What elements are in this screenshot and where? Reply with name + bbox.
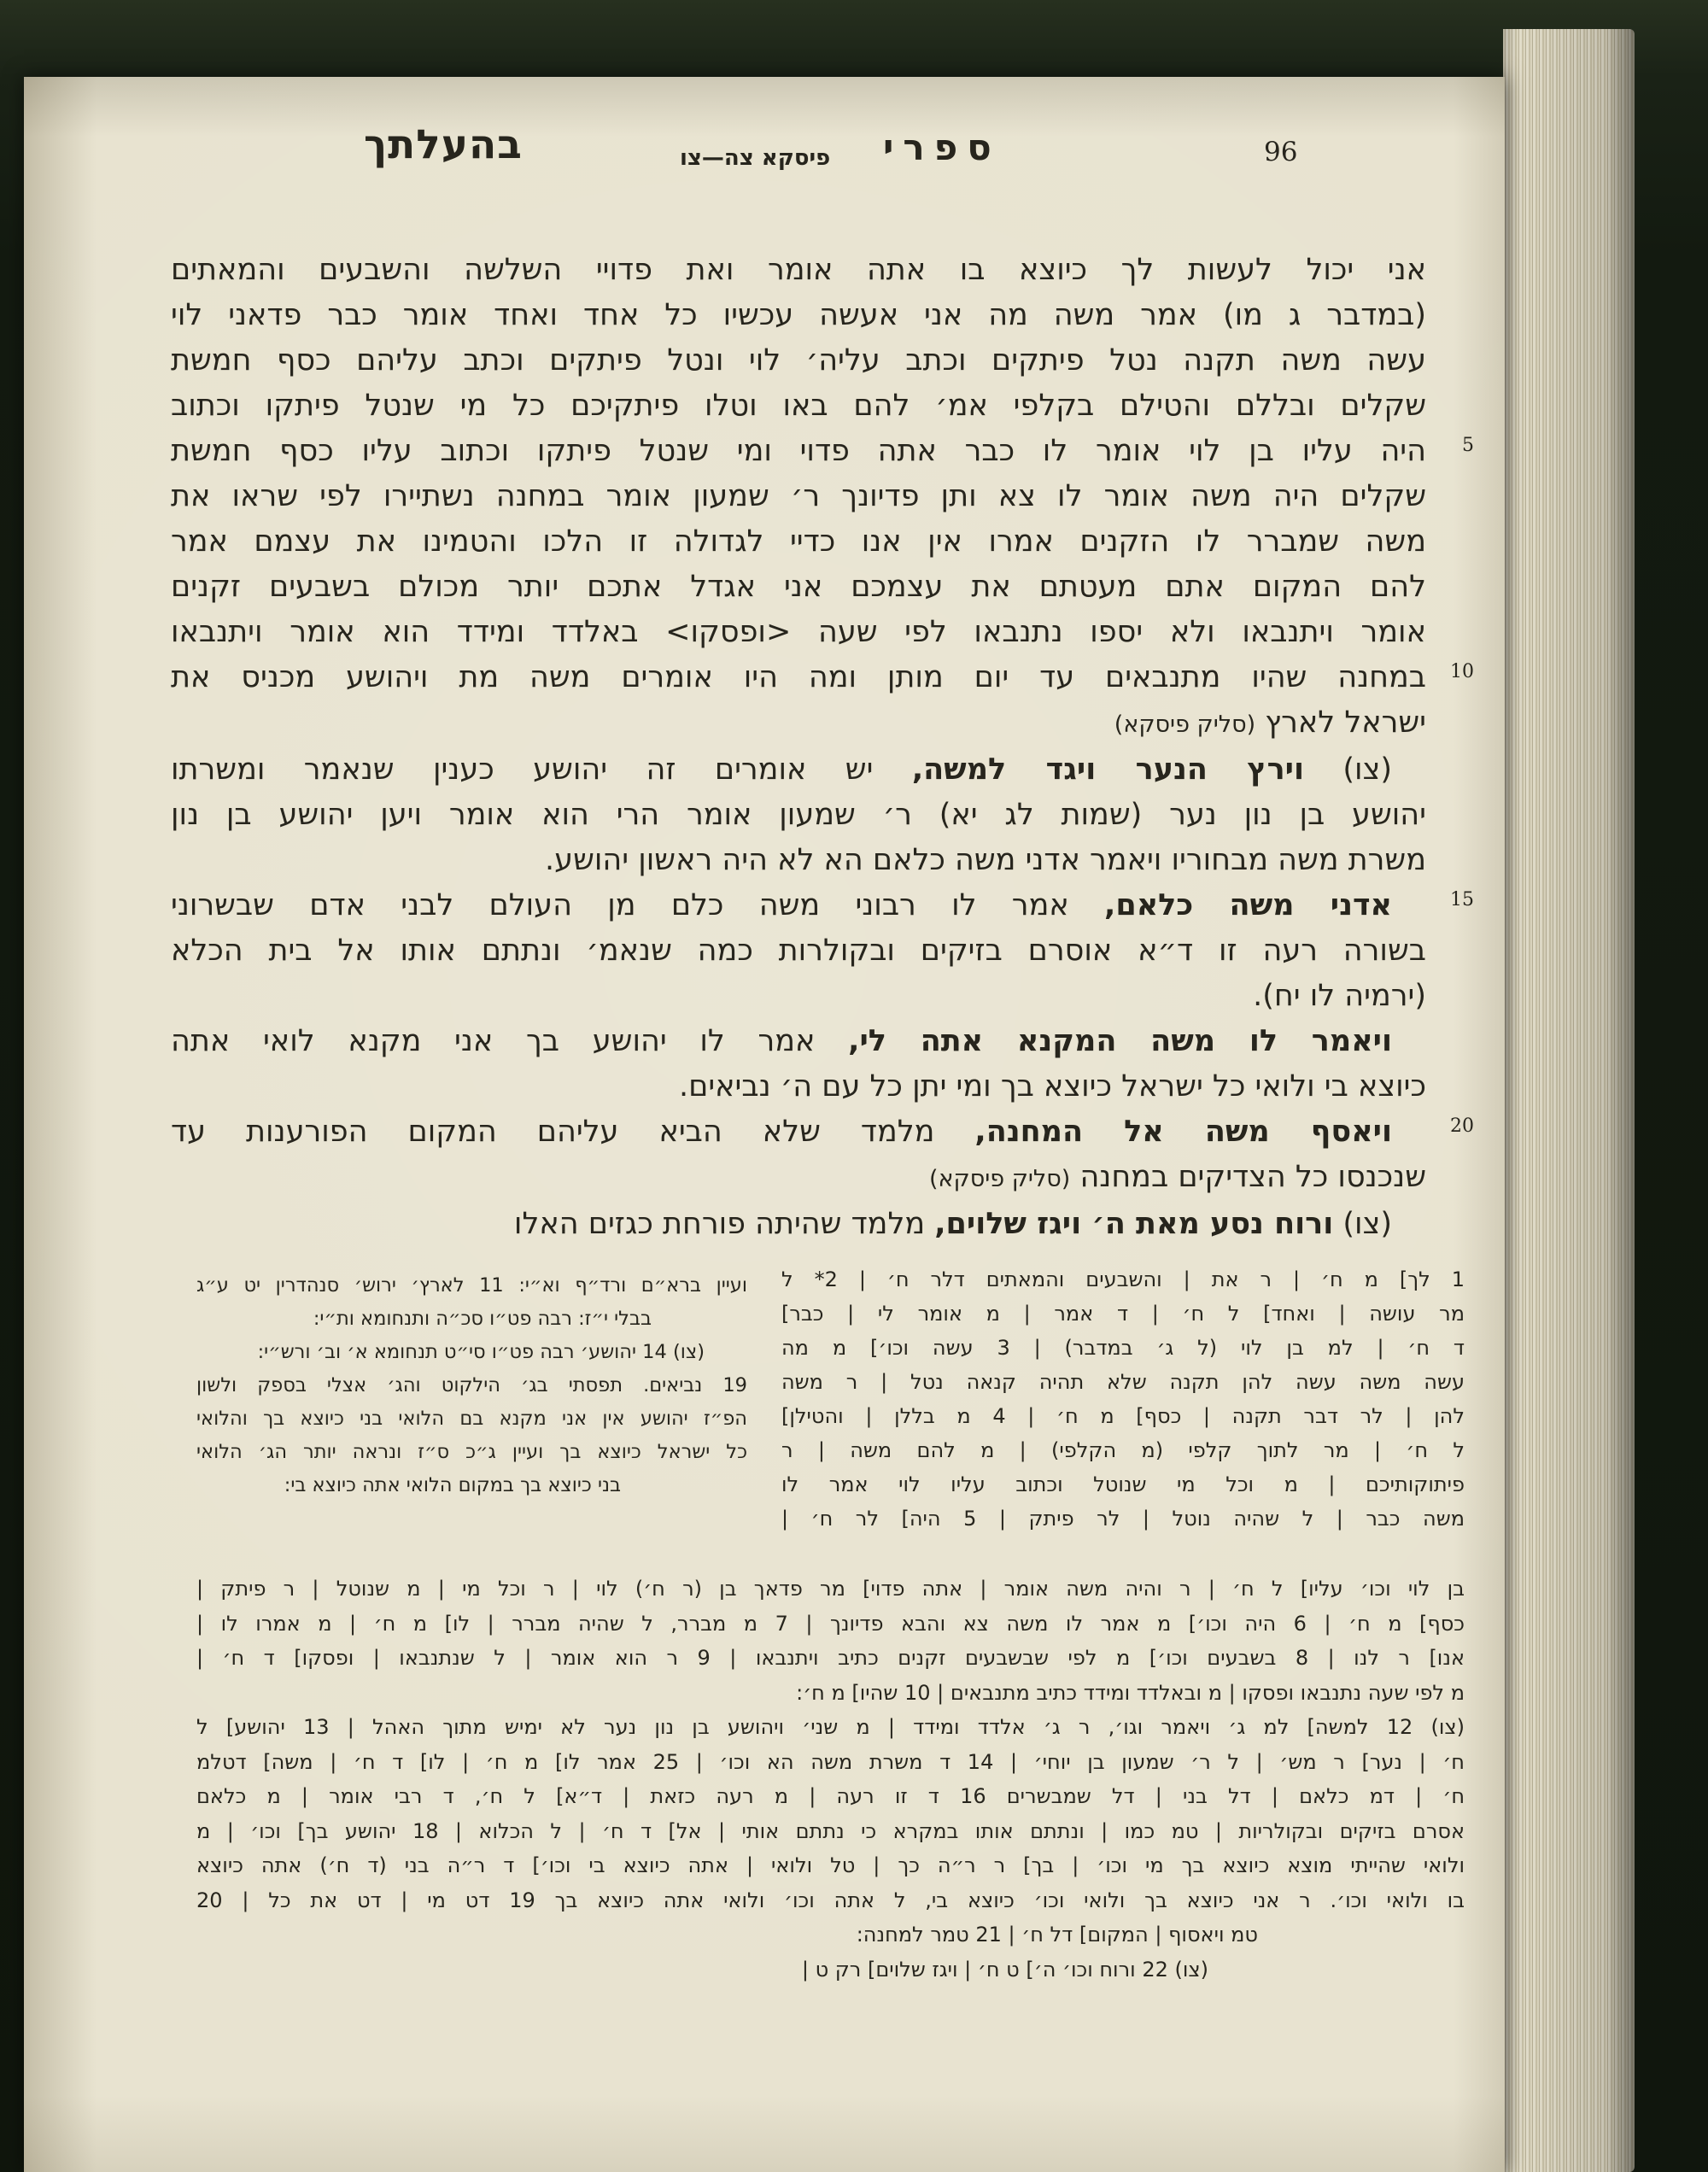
text-segment: משרת משה מבחוריו ויאמר אדני משה כלאם הא לא היה ראשון יהושע. [545,843,1426,877]
text-line [171,293,1426,338]
text-segment: במחנה שהיו מתנבאים עד יום מותן ומה היו אומרים משה מת ויהושע מכניס את [171,660,1426,694]
apparatus-line: מר עושה | ואחד] ל ח׳ | ד אמר | מ אומר לי | כבר] [781,1302,1465,1326]
apparatus-line: להן | לר דבר תקנה | כסף] מ ח׳ | 4 מ בללן | והטילן] [781,1404,1465,1428]
text-segment: משה שמברר לו הזקנים אמרו אין אנו כדיי לגדולה זו הלכו והטמינו את עצמם אמר [171,524,1426,559]
dibbur-hamatchil: ויאסף משה אל המחנה, [974,1115,1393,1149]
text-line [171,838,1426,883]
dibbur-hamatchil: וירץ הנער ויגד למשה, [911,752,1304,787]
apparatus-line: בבלי י״ז: רבה פט״ו סכ״ה ותנחומא ות״י: [313,1308,652,1330]
text-line [171,519,1426,565]
text-segment: (צו) [1333,1207,1392,1241]
text-line [171,928,1426,974]
margin-line-number: 5 [1462,435,1474,456]
margin-line-number: 20 [1450,1115,1474,1137]
apparatus-full-width [196,1572,1465,1987]
apparatus-line: כסף] מ ח׳ | 6 היה וכו׳] מ אמר לו משה צא והבא פדיונך | 7 מ מברר, ל שהיה מברר | לו] מ ח׳ | מ אמרו לו | [196,1611,1465,1636]
text-line [171,248,1426,293]
apparatus-line: ועיין ברא״ם ורד״ף וא״י: 11 לארץ׳ ירוש׳ סנהדרין יט ע״ג [196,1274,747,1297]
piska-end-note: (סליק פיסקא) [928,1166,1071,1192]
text-line [171,1155,1426,1202]
apparatus-line: 19 נביאים. תפסתי בג׳ הילקוט והג׳ אצלי בספק ולשון [196,1374,747,1396]
apparatus-line: בו ולואי וכו׳. ר אני כיוצא בך ולואי וכו׳ כיוצא בי, ל אתה וכו׳ ולואי אתה כיוצא בך 19 דט מי | דט את כל | 20 [196,1888,1465,1912]
text-segment: יש אומרים זה יהושע כענין שנאמר ומשרתו [171,752,912,787]
text-segment: שנכנסו כל הצדיקים במחנה [1070,1160,1426,1194]
apparatus-line: מ לפי שעה נתנבאו ופסקו | מ ובאלדד ומידד כתיב מתנבאים | 10 שהיו] מ ח׳: [796,1680,1465,1705]
text-segment: מלמד שלא הביא עליהם המקום הפורענות עד [171,1115,975,1149]
text-segment: (צו) [1303,752,1392,787]
apparatus-line: ח׳ | נער] ר מש׳ | ל ר׳ שמעון בן יוחי׳ | 14 ד משרת משה הא וכו׳ | 25 אמר לו] מ ח׳ | לו] ד ח׳ | משה] דטלמ [196,1749,1465,1774]
piska-range: פיסקא צה—צו [680,145,831,171]
apparatus-line: פיתוקותיכם | מ וכל מי שנוטל וכתוב עליו לוי אמר לו [781,1472,1465,1496]
apparatus-right-column [781,1262,1465,1536]
text-line [171,1109,1474,1155]
text-segment: שקלים היה משה אומר לו צא ותן פדיונך ר׳ שמעון אומר במחנה נשתיירו לפי שראו את [171,479,1426,513]
dibbur-hamatchil: ויאמר לו משה המקנא אתה לי, [848,1024,1392,1058]
text-line [171,974,1426,1019]
text-segment: (ירמיה לו יח). [1253,979,1426,1013]
apparatus-closing-line: טמ ויאסוף | המקום] דל ח׳ | 21 טמר למחנה: [856,1923,1258,1947]
apparatus-line: בן לוי וכו׳ עליו] ל ח׳ | ר והיה משה אומר | אתה פדוי] מר פדאך בן (ר ח׳) לוי | ר וכל מי | מ שנוטל | ר פיתק | [196,1577,1465,1601]
text-line [171,1064,1426,1109]
text-segment: אני יכול לעשות לך כיוצא בו אתה אומר ואת פדויי השלשה והשבעים והמאתים [171,253,1426,287]
text-segment: מלמד שהיתה פורחת כגזים האלו [513,1207,935,1241]
text-line [171,383,1426,429]
text-line [171,793,1426,838]
text-segment: יהושע בן נון נער (שמות לג יא) ר׳ שמעון אומר הרי הוא אומר ויען יהושע בן נון [171,798,1426,832]
apparatus-line: אסרם בזיקים ובקולריות | טמ כמו | ונתתם אותו במקרא כי נתתם אותי | אל] ד ח׳ | ל הכלוא | 18 יהושע בך] וכו׳ | מ [196,1818,1465,1843]
text-line [171,700,1426,747]
apparatus-line: ד ח׳ | למ בן לוי (ל ג׳ במדבר) | 3 עשה וכו׳] מ מה [781,1336,1465,1360]
apparatus-left-column [196,1269,747,1502]
apparatus-line: אנו] ר לנו | 8 בשבעים וכו׳] מ לפי שבשבעים זקנים כתיב ויתנבאו | 9 ר הוא אומר | ל שנתנבאו | ופסקו] ד ח׳ | [196,1646,1465,1670]
main-text [171,248,1474,1247]
apparatus-closing-line: (צו) 22 ורוח וכו׳ ה׳] ט ח׳ | ויגז שלוים] רק ט | [801,1957,1208,1982]
apparatus-line: בני כיוצא בך במקום הלואי אתה כיוצא בי: [284,1474,621,1496]
apparatus-line: ולואי שהייתי מוצא כיוצא בך מי וכו׳ | בך] ר ר״ה כך | טל ולואי | אתה כיוצא בי וכו׳] ד ר״ה בני (ד ח׳) אתה כיוצא [196,1853,1465,1877]
text-segment: אומר ויתנבאו ולא יספו נתנבאו לפי שעה <ופסקו> באלדד ומידד הוא אומר ויתנבאו [171,615,1426,649]
apparatus-line: (צו) 12 למשה] למ ג׳ ויאמר וגו׳, ר ג׳ אלדד ומידד | מ שני׳ ויהושע בן נון נער לא ימיש מתוך האהל | 13 יהושע] ל [196,1715,1465,1739]
text-segment: ישראל לארץ [1255,705,1426,740]
parasha-title: בהעלתך [364,121,523,168]
text-line [171,883,1474,928]
text-segment: כיוצא בי ולואי כל ישראל כיוצא בך ומי יתן כל עם ה׳ נביאים. [678,1069,1426,1104]
apparatus-line: עשה משה עשה להן תקנה שלא תהיה קנאה נטל | ר משה [781,1370,1465,1394]
apparatus-line: משה כבר | ל שהיה נוטל | לר פיתק | 5 היה] לר ח׳ | [781,1507,1465,1531]
text-segment: שקלים ובללם והטילם בקלפי אמ׳ להם באו וטלו פיתקיכם כל מי שנטל פיתקו וכתוב [171,389,1426,423]
piska-end-note: (סליק פיסקא) [1114,711,1256,738]
text-segment: אמר לו רבוני משה כלם מן העולם לבני אדם שבשרוני [171,888,1105,922]
apparatus-line: ל ח׳ | מר לתוך קלפי (מ הקלפי) | מ להם משה | ר [781,1438,1465,1462]
text-segment: אמר לו יהושע בך אני מקנא לואי אתה [171,1024,849,1058]
text-segment: (במדבר ג מו) אמר משה מה אני אעשה עכשיו כל אחד ואחד אומר כבר פדאני לוי [171,298,1426,332]
apparatus-line: (צו) 14 יהושע׳ רבה פט״ו סי״ט תנחומא א׳ וב׳ ורש״י: [257,1341,705,1363]
page-number: 96 [1264,137,1298,167]
margin-line-number: 15 [1450,889,1474,910]
book-page [24,77,1505,2172]
apparatus-line: כל ישראל כיוצא בך ועיין ג״כ ס״ז ונראה יותר הג׳ הלואי [196,1441,747,1463]
book-fore-edge-pages [1503,29,1635,2172]
text-segment: להם המקום אתם מעטתם את עצמכם אני אגדל אתכם יותר מכולם בשבעים זקנים [171,570,1426,604]
text-line [171,1019,1426,1064]
apparatus-line: הפ״ז יהושע אין אני מקנא בם הלואי בני כיוצא בך והלואי [196,1408,747,1430]
apparatus-line: ח׳ | דמ כלאם | דל בני | דל שמבשרים 16 ד זו רעה | מ רעה כזאת | ד״א] ל ח׳, ד רבי אומר | מ כלאם [196,1784,1465,1808]
text-segment: בשורה רעה זו ד״א אוסרם בזיקים ובקולרות כמה שנאמ׳ ונתתם אותו אל בית הכלא [171,934,1426,968]
text-line [171,429,1474,474]
text-segment: היה עליו בן לוי אומר לו כבר אתה פדוי ומי שנטל פיתקו וכתוב עליו כסף חמשת [171,434,1426,468]
book-title: ספרי [883,126,1001,168]
text-line [171,655,1474,700]
margin-line-number: 10 [1450,661,1474,682]
text-line [171,1202,1426,1247]
text-line [171,474,1426,519]
apparatus-line: 1 לך] מ ח׳ | ר את | והשבעים והמאתים דלר ח׳ | 2* ל [781,1267,1465,1291]
text-line [171,565,1426,610]
text-line [171,747,1426,793]
dibbur-hamatchil: אדני משה כלאם, [1104,888,1392,922]
text-line [171,338,1426,383]
text-segment: עשה משה תקנה נטל פיתקים וכתב עליה׳ לוי ונטל פיתקים וכתב עליהם כסף חמשת [171,343,1426,378]
text-line [171,610,1426,655]
dibbur-hamatchil: ורוח נסע מאת ה׳ ויגז שלוים, [934,1207,1334,1241]
